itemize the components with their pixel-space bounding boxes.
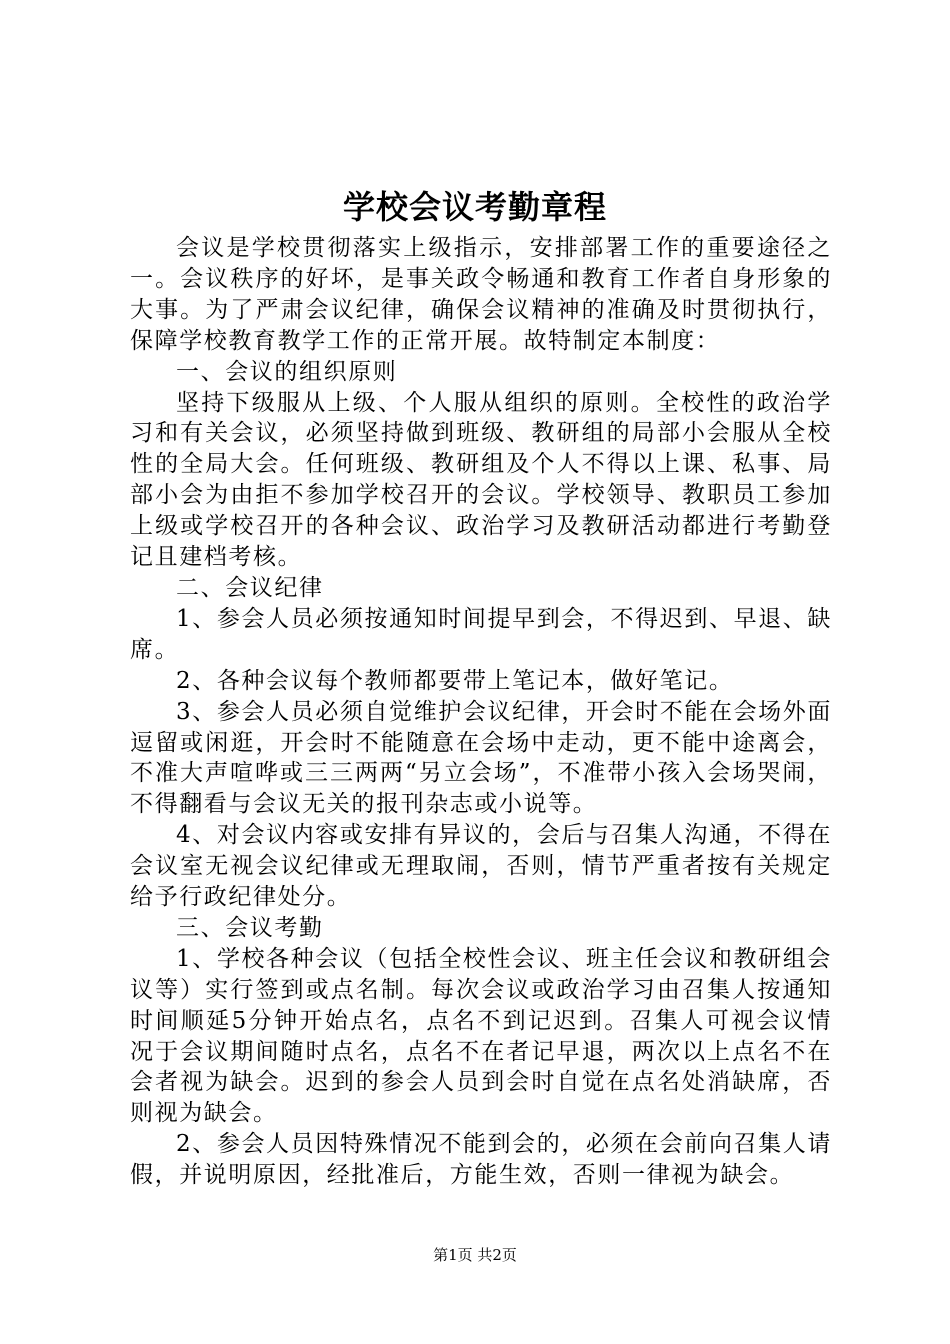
- section-heading-attendance: 三、会议考勤: [176, 914, 324, 941]
- attendance-item-2: 2、参会人员因特殊情况不能到会的，必须在会前向召集人请假，并说明原因，经批准后，方能生效，否则一律视为缺会。: [130, 1131, 832, 1189]
- organization-paragraph: 坚持下级服从上级、个人服从组织的原则。全校性的政治学习和有关会议，必须坚持做到班级、教研组的局部小会服从全校性的全局大会。任何班级、教研组及个人不得以上课、私事、局部小会为由拒不参加学校召开的会议。学校领导、教职员工参加上级或学校召开的各种会议、政治学习及教研活动都进行考勤登记且建档考核。: [130, 389, 832, 571]
- document-body: [130, 233, 832, 1191]
- section-heading-discipline: 二、会议纪律: [176, 574, 324, 601]
- section-heading-organization: 一、会议的组织原则: [176, 358, 398, 385]
- discipline-item-2: 2、各种会议每个教师都要带上笔记本，做好笔记。: [176, 667, 734, 694]
- discipline-item-4: 4、对会议内容或安排有异议的，会后与召集人沟通，不得在会议室无视会议纪律或无理取闹，否则，情节严重者按有关规定给予行政纪律处分。: [130, 822, 832, 911]
- discipline-item-3: 3、参会人员必须自觉维护会议纪律，开会时不能在会场外面逗留或闲逛，开会时不能随意在会场中走动，更不能中途离会，不准大声喧哗或三三两两“另立会场”，不准带小孩入会场哭闹，不得翻看与会议无关的报刊杂志或小说等。: [130, 698, 832, 818]
- document-title: 学校会议考勤章程: [342, 188, 607, 226]
- page-number: 第1页 共2页: [433, 1246, 517, 1264]
- intro-paragraph: 会议是学校贯彻落实上级指示，安排部署工作的重要途径之一。会议秩序的好坏，是事关政令畅通和教育工作者自身形象的大事。为了严肃会议纪律，确保会议精神的准确及时贯彻执行，保障学校教育教学工作的正常开展。故特制定本制度：: [130, 235, 832, 354]
- attendance-item-1: 1、学校各种会议（包括全校性会议、班主任会议和教研组会议等）实行签到或点名制。每次会议或政治学习由召集人按通知时间顺延5分钟开始点名，点名不到记迟到。召集人可视会议情况于会议期间随时点名，点名不在者记早退，两次以上点名不在会者视为缺会。迟到的参会人员到会时自觉在点名处消缺席，否则视为缺会。: [130, 945, 832, 1127]
- discipline-item-1: 1、参会人员必须按通知时间提早到会，不得迟到、早退、缺席。: [130, 605, 832, 663]
